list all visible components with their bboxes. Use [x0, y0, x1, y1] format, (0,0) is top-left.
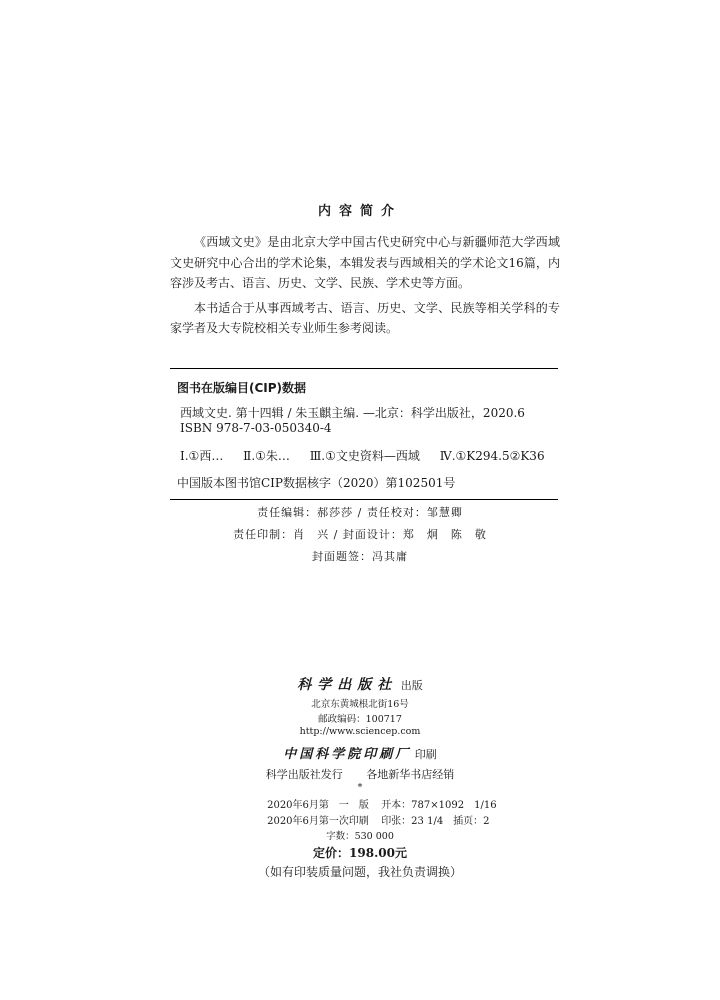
summary-body: [170, 232, 560, 339]
cip-approval-number: 中国版本图书馆CIP数据核字（2020）第102501号: [177, 476, 456, 490]
summary-paragraph-2: 本书适合于从事西域考古、语言、历史、文学、民族等相关学科的专家学者及大专院校相关专业师生参考阅读。: [170, 300, 560, 335]
cip-entry: 西域文史. 第十四辑 / 朱玉麒主编. —北京：科学出版社，2020.6: [180, 406, 525, 420]
credit-editors: 责任编辑：郝莎莎 / 责任校对：邹慧卿: [257, 506, 463, 519]
word-count: 字数：530 000: [326, 831, 394, 842]
publisher-line: [0, 674, 720, 694]
printing-left: 2020年6月第一次印刷: [267, 816, 369, 827]
publisher-url: http://www.sciencep.com: [299, 726, 421, 737]
summary-paragraph-1: 《西域文史》是由北京大学中国古代史研究中心与新疆师范大学西域文史研究中心合出的学术论集，本辑发表与西域相关的学术论文16篇，内容涉及考古、语言、历史、文学、民族、学术史等方面。: [170, 235, 560, 290]
summary-title: 内容简介: [317, 204, 402, 219]
distribution-left: 科学出版社发行: [265, 768, 343, 781]
distribution-right: 各地新华书店经销: [366, 768, 455, 781]
quality-notice: （如有印装质量问题，我社负责调换）: [257, 865, 462, 879]
publisher-address: 北京东黄城根北街16号: [311, 699, 409, 710]
publisher-postcode: 邮政编码：100717: [318, 714, 402, 725]
cip-class-2: Ⅱ.①朱…: [243, 449, 290, 463]
cip-classification: [180, 447, 561, 464]
printer-line: [0, 743, 720, 762]
price: 定价：198.00元: [313, 846, 407, 860]
printing-right: 印张：23 1/4 插页：2: [381, 816, 490, 827]
cip-class-4: Ⅳ.①K294.5②K36: [439, 449, 545, 463]
printer-logo-text: 中国科学院印刷厂: [283, 747, 412, 762]
cip-class-3: Ⅲ.①文史资料—西域: [309, 449, 420, 463]
edition-line: [258, 796, 497, 811]
cip-class-1: Ⅰ.①西…: [180, 449, 224, 463]
edition-left: 2020年6月第 一 版: [267, 800, 369, 811]
credit-print-design: 责任印制：肖 兴 / 封面设计：郑 炯 陈 敬: [233, 528, 487, 541]
printing-line: [258, 812, 490, 827]
printer-suffix: 印刷: [414, 748, 437, 761]
edition-right: 开本：787×1092 1/16: [381, 800, 497, 811]
cip-data-box: [170, 368, 558, 500]
credit-cover-title: 封面题签：冯其庸: [312, 550, 408, 563]
cip-isbn: ISBN 978-7-03-050340-4: [180, 421, 332, 435]
publisher-suffix: 出版: [400, 679, 423, 692]
cip-title: 图书在版编目(CIP)数据: [177, 381, 307, 395]
distribution-line: [0, 766, 720, 782]
publisher-logo-text: 科学出版社: [297, 677, 398, 693]
separator-star: *: [357, 782, 363, 793]
